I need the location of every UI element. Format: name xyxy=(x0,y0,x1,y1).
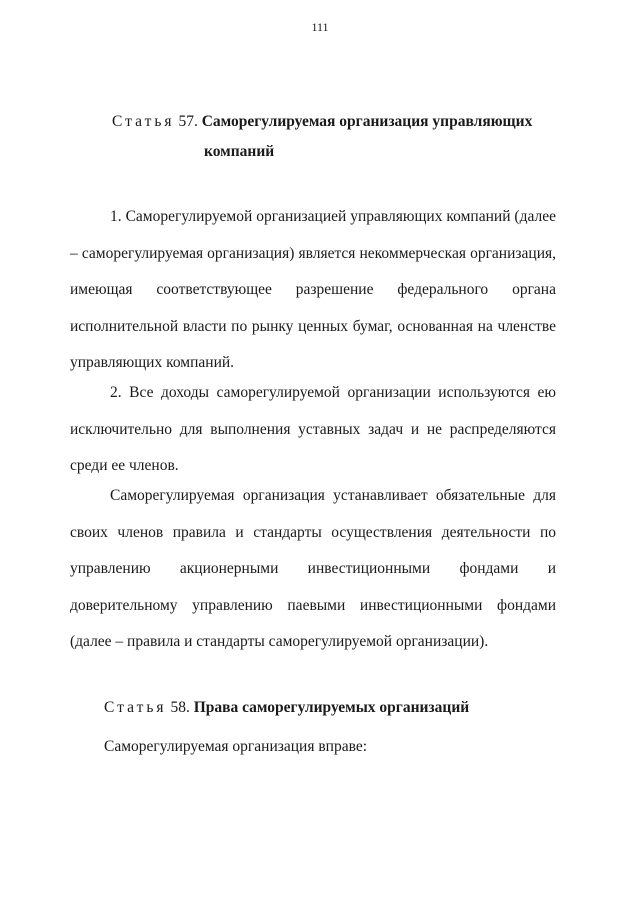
closing-paragraph: Саморегулируемая организация вправе: xyxy=(104,738,368,755)
article-label: Статья xyxy=(112,113,175,130)
article-57-heading xyxy=(112,107,552,167)
article-number: 57. xyxy=(178,113,198,130)
article-title-line2: компаний xyxy=(204,143,275,160)
article-58-heading xyxy=(104,693,544,723)
paragraph-1: 1. Саморегулируемой организацией управляющих компаний (далее – саморегулируемая организация) является некоммерческая организация, имеющая соответствующее разрешение федерального органа исполнительной власти по рынку ценных бумаг, основанная на членстве управляющих компаний. xyxy=(70,208,556,371)
article-title: Права саморегулируемых организаций xyxy=(193,699,470,716)
paragraph-3: Саморегулируемая организация устанавливает обязательные для своих членов правила и стандарты осуществления деятельности по управлению акционерными инвестиционными фондами и доверительному управлению паевыми инвестиционными фондами (далее – правила и стандарты саморегулируемой организации). xyxy=(70,487,556,650)
page-number: 111 xyxy=(311,20,329,34)
paragraph-2: 2. Все доходы саморегулируемой организации используются ею исключительно для выполнения уставных задач и не распределяются среди ее членов. xyxy=(70,384,556,474)
article-label: Статья xyxy=(104,699,167,716)
article-title-line1: Саморегулируемая организация управляющих xyxy=(201,113,533,130)
article-number: 58. xyxy=(170,699,190,716)
